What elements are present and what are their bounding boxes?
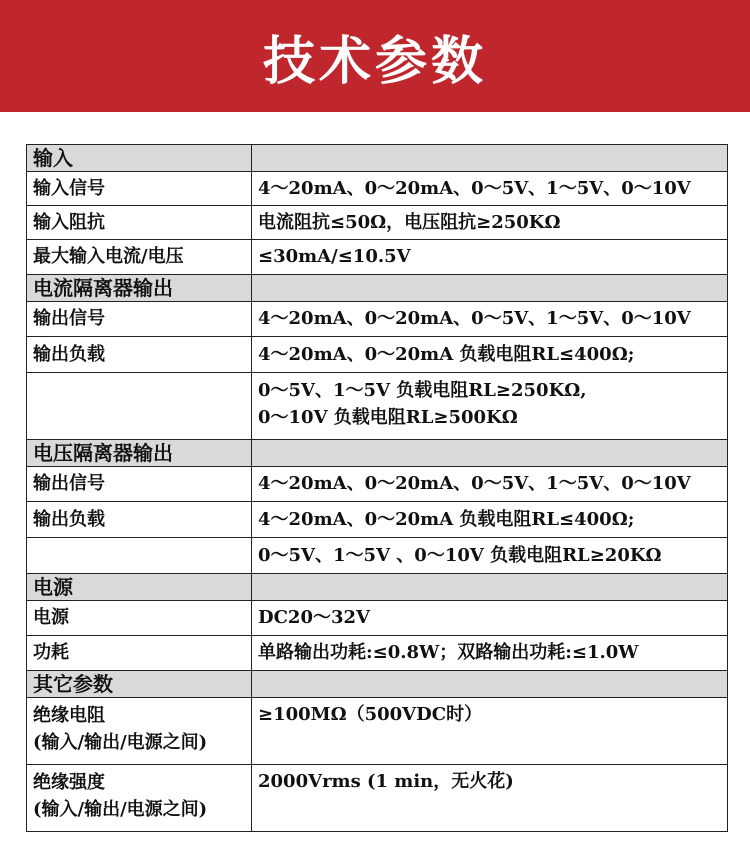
section-row-power <box>27 574 728 601</box>
table-row <box>27 601 728 636</box>
param-value: 4～20mA、0～20mA 负载电阻RL≤400Ω; <box>252 502 728 538</box>
section-value <box>252 574 728 601</box>
table-row <box>27 240 728 275</box>
table-row <box>27 538 728 574</box>
section-label: 其它参数 <box>27 671 252 698</box>
param-label: 最大输入电流/电压 <box>27 240 252 275</box>
section-value <box>252 671 728 698</box>
spec-table <box>26 144 728 832</box>
section-row-voltage-output <box>27 440 728 467</box>
section-label: 输入 <box>27 145 252 172</box>
param-label <box>27 538 252 574</box>
param-value: 电流阻抗≤50Ω，电压阻抗≥250KΩ <box>252 206 728 240</box>
param-value: DC20～32V <box>252 601 728 636</box>
param-label <box>27 765 252 832</box>
table-row <box>27 698 728 765</box>
param-value: 单路输出功耗:≤0.8W；双路输出功耗:≤1.0W <box>252 636 728 671</box>
param-label <box>27 698 252 765</box>
param-value-line: 0～10V 负载电阻RL≥500KΩ <box>258 407 518 428</box>
section-label: 电压隔离器输出 <box>27 440 252 467</box>
param-value-line: 0～5V、1～5V 负载电阻RL≥250KΩ, <box>258 380 587 401</box>
param-label: 电源 <box>27 601 252 636</box>
param-label <box>27 373 252 440</box>
table-row <box>27 636 728 671</box>
param-label: 输入阻抗 <box>27 206 252 240</box>
param-label: 输出负载 <box>27 337 252 373</box>
table-row <box>27 337 728 373</box>
param-label: 输出信号 <box>27 302 252 337</box>
param-value: 2000Vrms (1 min，无火花) <box>252 765 728 832</box>
table-row <box>27 765 728 832</box>
param-label: 功耗 <box>27 636 252 671</box>
param-value: 4～20mA、0～20mA、0～5V、1～5V、0～10V <box>252 172 728 206</box>
page-title: 技术参数 <box>262 31 487 92</box>
param-label: 输出信号 <box>27 467 252 502</box>
section-row-current-output <box>27 275 728 302</box>
table-row <box>27 302 728 337</box>
table-row <box>27 172 728 206</box>
table-row <box>27 373 728 440</box>
section-value <box>252 440 728 467</box>
param-value: 4～20mA、0～20mA、0～5V、1～5V、0～10V <box>252 467 728 502</box>
param-value: 4～20mA、0～20mA 负载电阻RL≤400Ω; <box>252 337 728 373</box>
param-value: ≥100MΩ（500VDC时） <box>252 698 728 765</box>
param-label-line: 绝缘强度 <box>33 772 105 793</box>
section-label: 电流隔离器输出 <box>27 275 252 302</box>
param-value <box>252 373 728 440</box>
param-label: 输入信号 <box>27 172 252 206</box>
param-label-line: (输入/输出/电源之间) <box>33 732 208 753</box>
param-label: 输出负载 <box>27 502 252 538</box>
section-label: 电源 <box>27 574 252 601</box>
table-row <box>27 467 728 502</box>
section-value <box>252 275 728 302</box>
section-value <box>252 145 728 172</box>
param-value: 0～5V、1～5V 、0～10V 负载电阻RL≥20KΩ <box>252 538 728 574</box>
table-row <box>27 206 728 240</box>
table-row <box>27 502 728 538</box>
param-label-line: (输入/输出/电源之间) <box>33 799 208 820</box>
section-row-other <box>27 671 728 698</box>
section-row-input <box>27 145 728 172</box>
param-label-line: 绝缘电阻 <box>33 705 105 726</box>
param-value: 4～20mA、0～20mA、0～5V、1～5V、0～10V <box>252 302 728 337</box>
param-value: ≤30mA/≤10.5V <box>252 240 728 275</box>
title-banner <box>0 0 750 112</box>
